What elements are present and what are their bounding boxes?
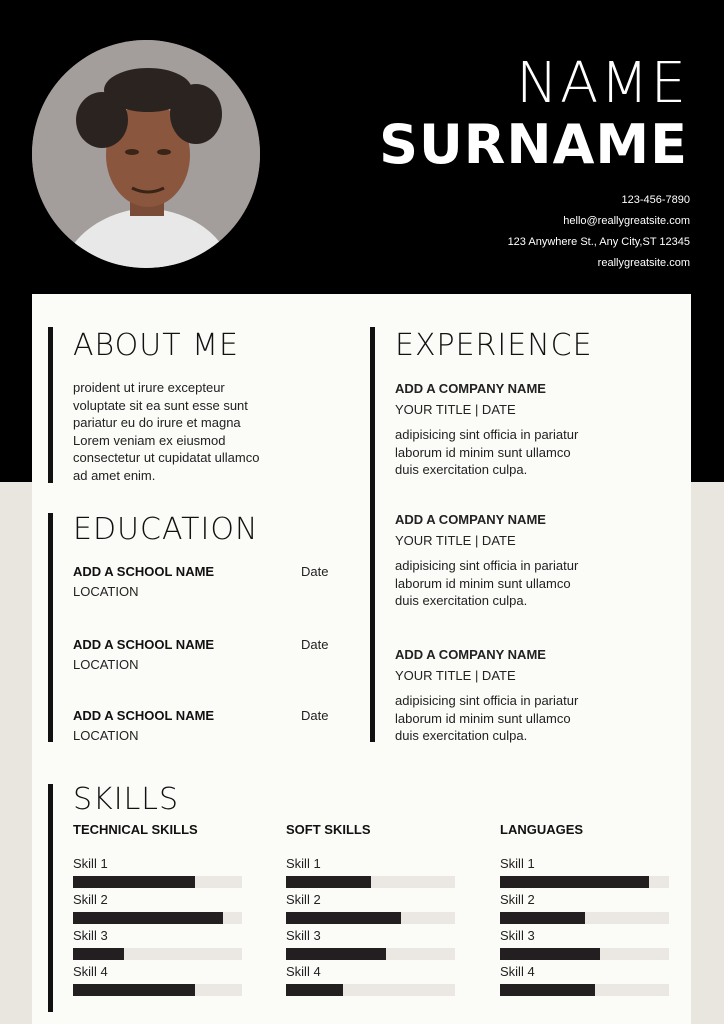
job-title-date: YOUR TITLE | DATE — [395, 401, 516, 417]
school-date: Date — [301, 637, 329, 652]
contact-phone: 123-456-7890 — [621, 194, 690, 206]
last-name: SURNAME — [379, 113, 688, 176]
school-location: LOCATION — [73, 584, 139, 599]
skill-label: Skill 3 — [73, 928, 108, 943]
experience-item — [395, 646, 578, 745]
skill-bar-fill — [73, 984, 195, 996]
portrait-image — [32, 40, 260, 268]
company-name: ADD A COMPANY NAME — [395, 647, 546, 662]
skills-accent-bar — [48, 784, 53, 1012]
skill-bar — [73, 948, 242, 960]
skill-bar — [500, 984, 669, 996]
skill-label: Skill 3 — [286, 928, 321, 943]
school-date: Date — [301, 564, 329, 579]
skill-group-title: TECHNICAL SKILLS — [73, 822, 198, 837]
experience-item — [395, 380, 578, 479]
school-location: LOCATION — [73, 728, 139, 743]
skill-bar-fill — [73, 948, 124, 960]
about-line: consectetur ut cupidatat ullamco — [73, 450, 260, 465]
skill-bar — [286, 876, 455, 888]
contact-email[interactable]: hello@reallygreatsite.com — [563, 215, 690, 227]
about-title: ABOUT ME — [73, 328, 239, 363]
skill-bar-fill — [500, 912, 585, 924]
skill-bar — [500, 876, 669, 888]
school-name: ADD A SCHOOL NAME — [73, 637, 215, 652]
about-line: pariatur eu do irure et magna — [73, 415, 241, 430]
skill-bar-fill — [286, 876, 371, 888]
skill-bar-fill — [286, 912, 401, 924]
skill-bar — [73, 876, 242, 888]
experience-item — [395, 511, 578, 610]
job-desc-line: laborum id minim sunt ullamco — [395, 710, 571, 726]
skill-bar — [500, 912, 669, 924]
job-desc-line: duis exercitation culpa. — [395, 462, 528, 477]
skill-label: Skill 1 — [73, 856, 108, 871]
resume-card — [32, 294, 691, 1024]
skill-label: Skill 2 — [500, 892, 535, 907]
school-location: LOCATION — [73, 657, 139, 672]
skill-label: Skill 4 — [73, 964, 108, 979]
skill-bar-fill — [286, 984, 343, 996]
skill-bar — [500, 948, 669, 960]
company-name: ADD A COMPANY NAME — [395, 512, 546, 527]
skill-group-title: SOFT SKILLS — [286, 822, 371, 837]
skill-bar-fill — [73, 912, 223, 924]
skill-bar-fill — [500, 948, 600, 960]
job-title-date: YOUR TITLE | DATE — [395, 667, 516, 683]
job-title-date: YOUR TITLE | DATE — [395, 532, 516, 548]
job-desc-line: duis exercitation culpa. — [395, 728, 528, 743]
experience-title: EXPERIENCE — [395, 328, 593, 363]
about-line: ad amet enim. — [73, 467, 156, 483]
job-desc-line: adipisicing sint officia in pariatur — [395, 427, 579, 442]
skill-label: Skill 4 — [286, 964, 321, 979]
skill-bar-fill — [286, 948, 386, 960]
job-desc-line: laborum id minim sunt ullamco — [395, 444, 571, 460]
education-title: EDUCATION — [73, 512, 259, 547]
skill-bar-fill — [73, 876, 195, 888]
about-line: Lorem veniam ex eiusmod — [73, 432, 226, 448]
skill-label: Skill 4 — [500, 964, 535, 979]
skill-bar-fill — [500, 876, 649, 888]
about-line: voluptate sit ea sunt esse sunt — [73, 397, 248, 413]
skill-bar — [73, 984, 242, 996]
school-name: ADD A SCHOOL NAME — [73, 564, 215, 579]
profile-photo — [32, 40, 260, 268]
contact-block — [508, 190, 690, 274]
first-name: NAME — [516, 51, 688, 116]
skill-bar-fill — [500, 984, 595, 996]
about-text — [73, 379, 259, 484]
skill-bar — [286, 984, 455, 996]
skill-label: Skill 3 — [500, 928, 535, 943]
job-desc-line: adipisicing sint officia in pariatur — [395, 693, 579, 708]
skill-label: Skill 1 — [286, 856, 321, 871]
contact-website[interactable]: reallygreatsite.com — [597, 257, 690, 269]
company-name: ADD A COMPANY NAME — [395, 381, 546, 396]
job-desc-line: laborum id minim sunt ullamco — [395, 575, 571, 591]
job-desc-line: duis exercitation culpa. — [395, 593, 528, 608]
skill-group-title: LANGUAGES — [500, 822, 584, 837]
contact-address: 123 Anywhere St., Any City,ST 12345 — [507, 236, 690, 248]
school-date: Date — [301, 708, 329, 723]
skills-title: SKILLS — [73, 782, 180, 817]
experience-accent-bar — [370, 327, 375, 742]
about-line: proident ut irure excepteur — [73, 380, 225, 395]
skill-bar — [73, 912, 242, 924]
skill-bar — [286, 912, 455, 924]
skill-label: Skill 2 — [73, 892, 108, 907]
skill-bar — [286, 948, 455, 960]
skill-label: Skill 1 — [500, 856, 535, 871]
education-accent-bar — [48, 513, 53, 742]
job-desc-line: adipisicing sint officia in pariatur — [395, 558, 579, 573]
about-accent-bar — [48, 327, 53, 483]
skill-label: Skill 2 — [286, 892, 321, 907]
school-name: ADD A SCHOOL NAME — [73, 708, 215, 723]
